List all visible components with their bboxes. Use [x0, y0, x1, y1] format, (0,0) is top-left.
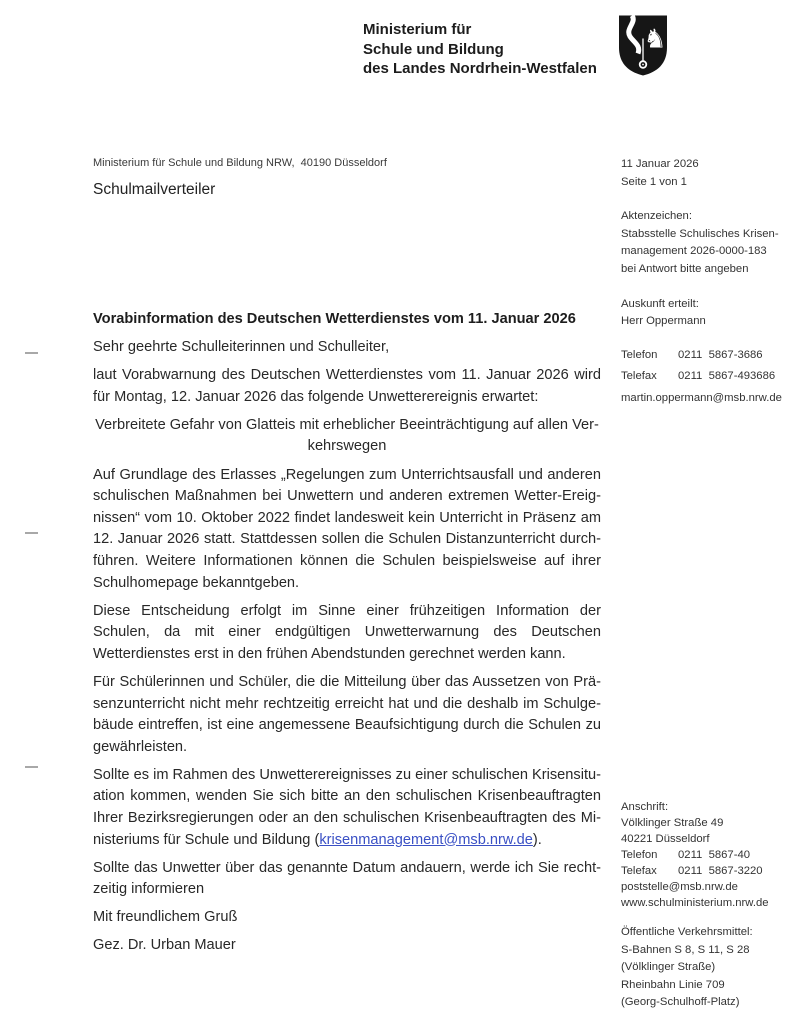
- transit-label: Öffentliche Verkehrsmittel:: [621, 926, 753, 938]
- anschrift-label: Anschrift:: [621, 801, 669, 813]
- aktenzeichen-line: bei Antwort bitte angeben: [621, 262, 749, 275]
- nrw-coat-of-arms-icon: [617, 13, 669, 78]
- transit-line: Rheinbahn Linie 709: [621, 978, 725, 991]
- transit-line: S-Bahnen S 8, S 11, S 28: [621, 943, 750, 956]
- paragraph-krisenkontakt-pre: Sollte es im Rahmen des Unwetterereignisses zu einer schulischen Krisensituation kommen, wenden Sie sich bitte an den schulischen Krisenbeauftragten Ihrer Bezirksregierungen oder an den schulischen Krisenbeauftragten des Ministeriums für Schule und Bildung (: [93, 766, 601, 848]
- weather-warning-text: Verbreitete Gefahr von Glatteis mit erheblicher Beeinträchtigung auf allen Verkehrswegen: [95, 416, 599, 455]
- contact-person: Herr Oppermann: [621, 315, 706, 328]
- phone-number: 0211 5867-3686: [678, 348, 763, 361]
- paragraph-beaufsichtigung: Für Schülerinnen und Schüler, die die Mitteilung über das Aussetzen von Präsenzunterricht nicht mehr rechtzeitig erreicht hat und die deshalb im Schulgebäude eintreffen, ist eine angemessene Beaufsichtigung durch die Schulen zu gewährleisten.: [93, 673, 601, 755]
- paragraph-entscheidung: Diese Entscheidung erfolgt im Sinne einer frühzeitigen Information der Schulen, da mit einer endgültigen Unwetterwarnung des Deutschen Wetterdienstes erst in den frühen Abendstunden gerechnet werden kann.: [93, 602, 601, 662]
- phone-row: [621, 847, 786, 863]
- svg-text:♞: ♞: [643, 24, 667, 55]
- anschrift-street: Völklinger Straße 49: [621, 817, 724, 829]
- fax-row: [621, 863, 786, 879]
- page-indicator: Seite 1 von 1: [621, 175, 687, 188]
- transit-line: (Georg-Schulhoff-Platz): [621, 996, 740, 1008]
- transit-line: (Völklinger Straße): [621, 961, 716, 973]
- ministry-line: Ministerium für: [363, 21, 472, 38]
- ministry-line: des Landes Nordrhein-Westfalen: [363, 60, 597, 77]
- krisenmanagement-email-link[interactable]: krisenmanagement@msb.nrw.de: [319, 831, 533, 848]
- fax-row: [621, 366, 783, 388]
- phone-label: Telefon: [621, 348, 658, 361]
- letter-body: [93, 309, 601, 964]
- paragraph-andauern: Sollte das Unwetter über das genannte Datum andauern, werde ich Sie rechtzeitig informieren: [93, 859, 601, 898]
- ministry-letterhead: [363, 20, 597, 79]
- phone-number: 0211 5867-40: [678, 849, 751, 861]
- ministry-website: www.schulministerium.nrw.de: [621, 897, 769, 909]
- fold-mark: [25, 352, 38, 354]
- phone-row: [621, 345, 783, 367]
- phone-label: Telefon: [621, 849, 658, 861]
- aktenzeichen-line: management 2026-0000-183: [621, 245, 767, 258]
- anschrift-city: 40221 Düsseldorf: [621, 833, 710, 845]
- fold-mark: [25, 766, 38, 768]
- ministry-line: Schule und Bildung: [363, 40, 504, 58]
- fold-mark: [25, 532, 38, 534]
- fax-number: 0211 5867-493686: [678, 370, 776, 383]
- paragraph-krisenkontakt-post: ).: [532, 831, 542, 848]
- aktenzeichen-line: Stabsstelle Schulisches Krisen-: [621, 227, 779, 240]
- aktenzeichen-label: Aktenzeichen:: [621, 210, 692, 223]
- paragraph-intro: laut Vorabwarnung des Deutschen Wetterdienstes vom 11. Januar 2026 wird für Montag, 12. Januar 2026 das folgende Unwetterereignis erwartet:: [93, 367, 601, 405]
- recipient-name: Schulmailverteiler: [93, 181, 216, 198]
- closing-formula: Mit freundlichem Gruß: [93, 909, 238, 926]
- auskunft-label: Auskunft erteilt:: [621, 297, 699, 310]
- subject-line: Vorabinformation des Deutschen Wetterdienstes vom 11. Januar 2026: [93, 311, 576, 327]
- letter-date: 11 Januar 2026: [621, 158, 699, 170]
- fax-label: Telefax: [621, 370, 657, 383]
- paragraph-krisenkontakt: [93, 765, 601, 851]
- fax-number: 0211 5867-3220: [678, 865, 763, 877]
- paragraph-erlass: Auf Grundlage des Erlasses „Regelungen zum Unterrichtsausfall und anderen schulischen Maßnahmen bei Unwettern und anderen extremen Wetter-Ereignissen“ vom 10. Oktober 2022 findet landesweit kein Unterricht in Präsenz am 12. Januar 2026 statt. Stattdessen sollen die Schulen Distanzunterricht durchführen. Weitere Informationen können die Schulen beispielsweise auf ihrer Schulhomepage bekanntgeben.: [93, 466, 601, 591]
- contact-email: martin.oppermann@msb.nrw.de: [621, 391, 782, 404]
- return-address-line: Ministerium für Schule und Bildung NRW, 40190 Düsseldorf: [93, 157, 387, 169]
- address-column: [621, 799, 786, 1012]
- poststelle-email: poststelle@msb.nrw.de: [621, 881, 738, 893]
- salutation: Sehr geehrte Schulleiterinnen und Schulleiter,: [93, 339, 390, 356]
- signature-name: Gez. Dr. Urban Mauer: [93, 937, 236, 954]
- fax-label: Telefax: [621, 865, 657, 877]
- meta-column: [621, 156, 783, 410]
